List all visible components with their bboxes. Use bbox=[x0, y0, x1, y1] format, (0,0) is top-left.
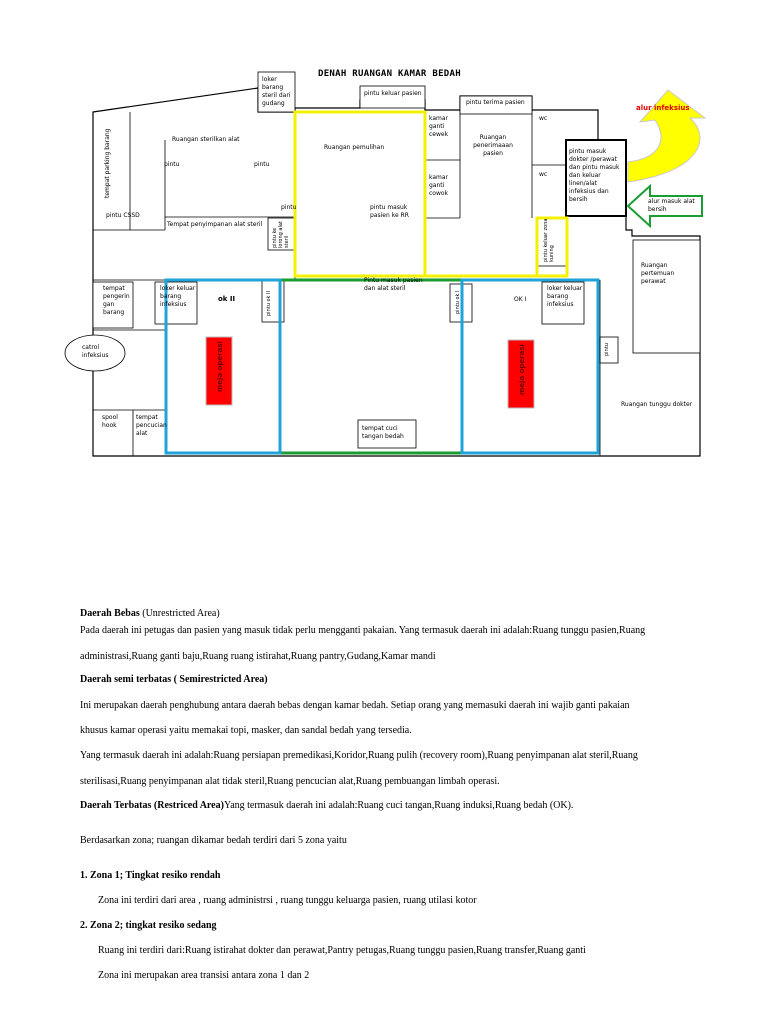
pintu-ok2-label: pintu ok II bbox=[266, 291, 272, 316]
pintu-kanan-label: pintu bbox=[604, 343, 610, 356]
loker-steril-label: loker barang steril dari gudang bbox=[262, 76, 291, 107]
pintu-ok1-label: pintu ok I bbox=[455, 290, 461, 314]
alur-bersih-label: alur masuk alat bersih bbox=[648, 198, 695, 213]
spool-hook-label: spool hook bbox=[102, 414, 118, 429]
zona-2-text-2: Zona ini merupakan area transisi antara zona 1 dan 2 bbox=[98, 970, 310, 981]
wc-label-2: wc bbox=[539, 171, 548, 178]
pintu-masuk-dokter-label: pintu masuk dokter /perawat dan pintu masuk dan keluar linen/alat infeksius dan bersih bbox=[569, 148, 620, 203]
paragraph-2b-text: khusus kamar operasi yaitu memakai topi, masker, dan sandal bedah yang tersedia. bbox=[80, 725, 412, 736]
ok2-label: ok II bbox=[218, 295, 236, 303]
zona-2-text: Ruang ini terdiri dari:Ruang istirahat dokter dan perawat,Pantry petugas,Ruang tunggu pasien,Ruang transfer,Ruang ganti bbox=[98, 945, 586, 956]
ruang-tunggu-dokter-label: Ruangan tunggu dokter bbox=[621, 401, 693, 408]
kamar-cowok-label: kamar ganti cowok bbox=[429, 174, 449, 197]
heading-daerah-bebas-suffix: (Unrestricted Area) bbox=[139, 608, 220, 619]
ruang-pemulihan-label: Ruangan pemulihan bbox=[324, 144, 385, 151]
paragraph-3b bbox=[80, 775, 702, 788]
zona-2-heading: 2. Zona 2; tingkat resiko sedang bbox=[80, 920, 217, 931]
heading-daerah-terbatas: Daerah Terbatas (Restriced Area) bbox=[80, 800, 224, 811]
paragraph-3-text: Yang termasuk daerah ini adalah:Ruang persiapan premedikasi,Koridor,Ruang pulih (recovery room),Ruang penyimpanan alat steril,Ruang bbox=[80, 750, 638, 761]
paragraph-1b bbox=[80, 650, 702, 663]
plan-title: DENAH RUANGAN KAMAR BEDAH bbox=[318, 69, 461, 79]
ruang-penerimaan-label: Ruangan penerimaaan pasien bbox=[473, 134, 513, 157]
meja-operasi-label-1: meja operasi bbox=[216, 341, 224, 392]
pintu-keluar-zona-label: pintu keluar zona kuning bbox=[543, 218, 555, 262]
tempat-parking-label: tempat parking barang bbox=[104, 128, 111, 198]
loker-infeksius-label-1: loker keluar barang infeksius bbox=[160, 285, 196, 308]
pintu-ke-lorong-label: pintu ke lorong alat steril bbox=[272, 221, 290, 248]
ok1-label: OK I bbox=[514, 296, 527, 303]
paragraph-2b bbox=[80, 724, 702, 737]
ruang-pertemuan-label: Ruangan pertemuan perawat bbox=[641, 262, 675, 285]
pintu-label-2: pintu bbox=[254, 161, 270, 168]
alur-infeksius-label: alur infeksius bbox=[636, 104, 690, 112]
paragraph-5-text: Berdasarkan zona; ruangan dikamar bedah terdiri dari 5 zona yaitu bbox=[80, 835, 347, 846]
paragraph-1 bbox=[80, 624, 702, 637]
paragraph-3b-text: sterilisasi,Ruang penyimpanan alat tidak steril,Ruang pencucian alat,Ruang pembuangan limbah operasi. bbox=[80, 776, 500, 787]
paragraph-2 bbox=[80, 699, 702, 712]
tempat-pencucian-label: tempat pencucian alat bbox=[136, 414, 167, 437]
pintu-label-1: pintu bbox=[164, 161, 180, 168]
pintu-masuk-pasien-alat-label: Pintu masuk pasien dan alat steril bbox=[364, 277, 423, 292]
tempat-pengerin-label: tempat pengerin gan barang bbox=[103, 285, 130, 316]
pintu-terima-label: pintu terima pasien bbox=[466, 99, 525, 106]
zona-1-text: Zona ini terdiri dari area , ruang administrsi , ruang tunggu keluarga pasien, ruang utilasi kotor bbox=[98, 895, 477, 906]
tempat-penyimpanan-label: Tempat penyimpanan alat steril bbox=[167, 221, 263, 228]
paragraph-1-text: Pada daerah ini petugas dan pasien yang masuk tidak perlu mengganti pakaian. Yang termasuk daerah ini adalah:Ruang tunggu pasien,Ruang bbox=[80, 625, 646, 636]
meja-operasi-label-2: meja operasi bbox=[518, 344, 526, 395]
heading-daerah-bebas: Daerah Bebas bbox=[80, 608, 140, 619]
pintu-masuk-rr-label: pintu masuk pasien ke RR bbox=[370, 204, 409, 219]
loker-infeksius-label-2: loker keluar barang infeksius bbox=[547, 285, 583, 308]
pintu-label-3: pintu bbox=[281, 204, 297, 211]
paragraph-4 bbox=[80, 799, 702, 812]
paragraph-2-text: Ini merupakan daerah penghubung antara daerah bebas dengan kamar bedah. Setiap orang yang memasuki daerah ini wajib ganti pakaian bbox=[80, 700, 630, 711]
kamar-cewek-label: kamar ganti cewek bbox=[429, 115, 449, 138]
cuci-tangan-label: tempat cuci tangan bedah bbox=[362, 425, 404, 440]
paragraph-4-text: Yang termasuk daerah ini adalah:Ruang cuci tangan,Ruang induksi,Ruang bedah (OK). bbox=[223, 800, 574, 811]
zona-1-heading: 1. Zona 1; Tingkat resiko rendah bbox=[80, 870, 221, 881]
pintu-cssd-label: pintu CSSD bbox=[106, 212, 140, 219]
wc-label-1: wc bbox=[539, 115, 548, 122]
section-daerah-bebas-heading bbox=[80, 607, 702, 620]
heading-semi-terbatas: Daerah semi terbatas ( Semirestricted Area) bbox=[80, 674, 268, 685]
pintu-keluar-label: pintu keluar pasien bbox=[364, 90, 422, 97]
ruang-sterilkan-label: Ruangan sterilkan alat bbox=[172, 136, 240, 143]
paragraph-5 bbox=[80, 834, 702, 847]
paragraph-3 bbox=[80, 749, 702, 762]
catrol-label: catrol infeksius bbox=[82, 344, 109, 359]
paragraph-1b-text: administrasi,Ruang ganti baju,Ruang ruang istirahat,Ruang pantry,Gudang,Kamar mandi bbox=[80, 651, 436, 662]
